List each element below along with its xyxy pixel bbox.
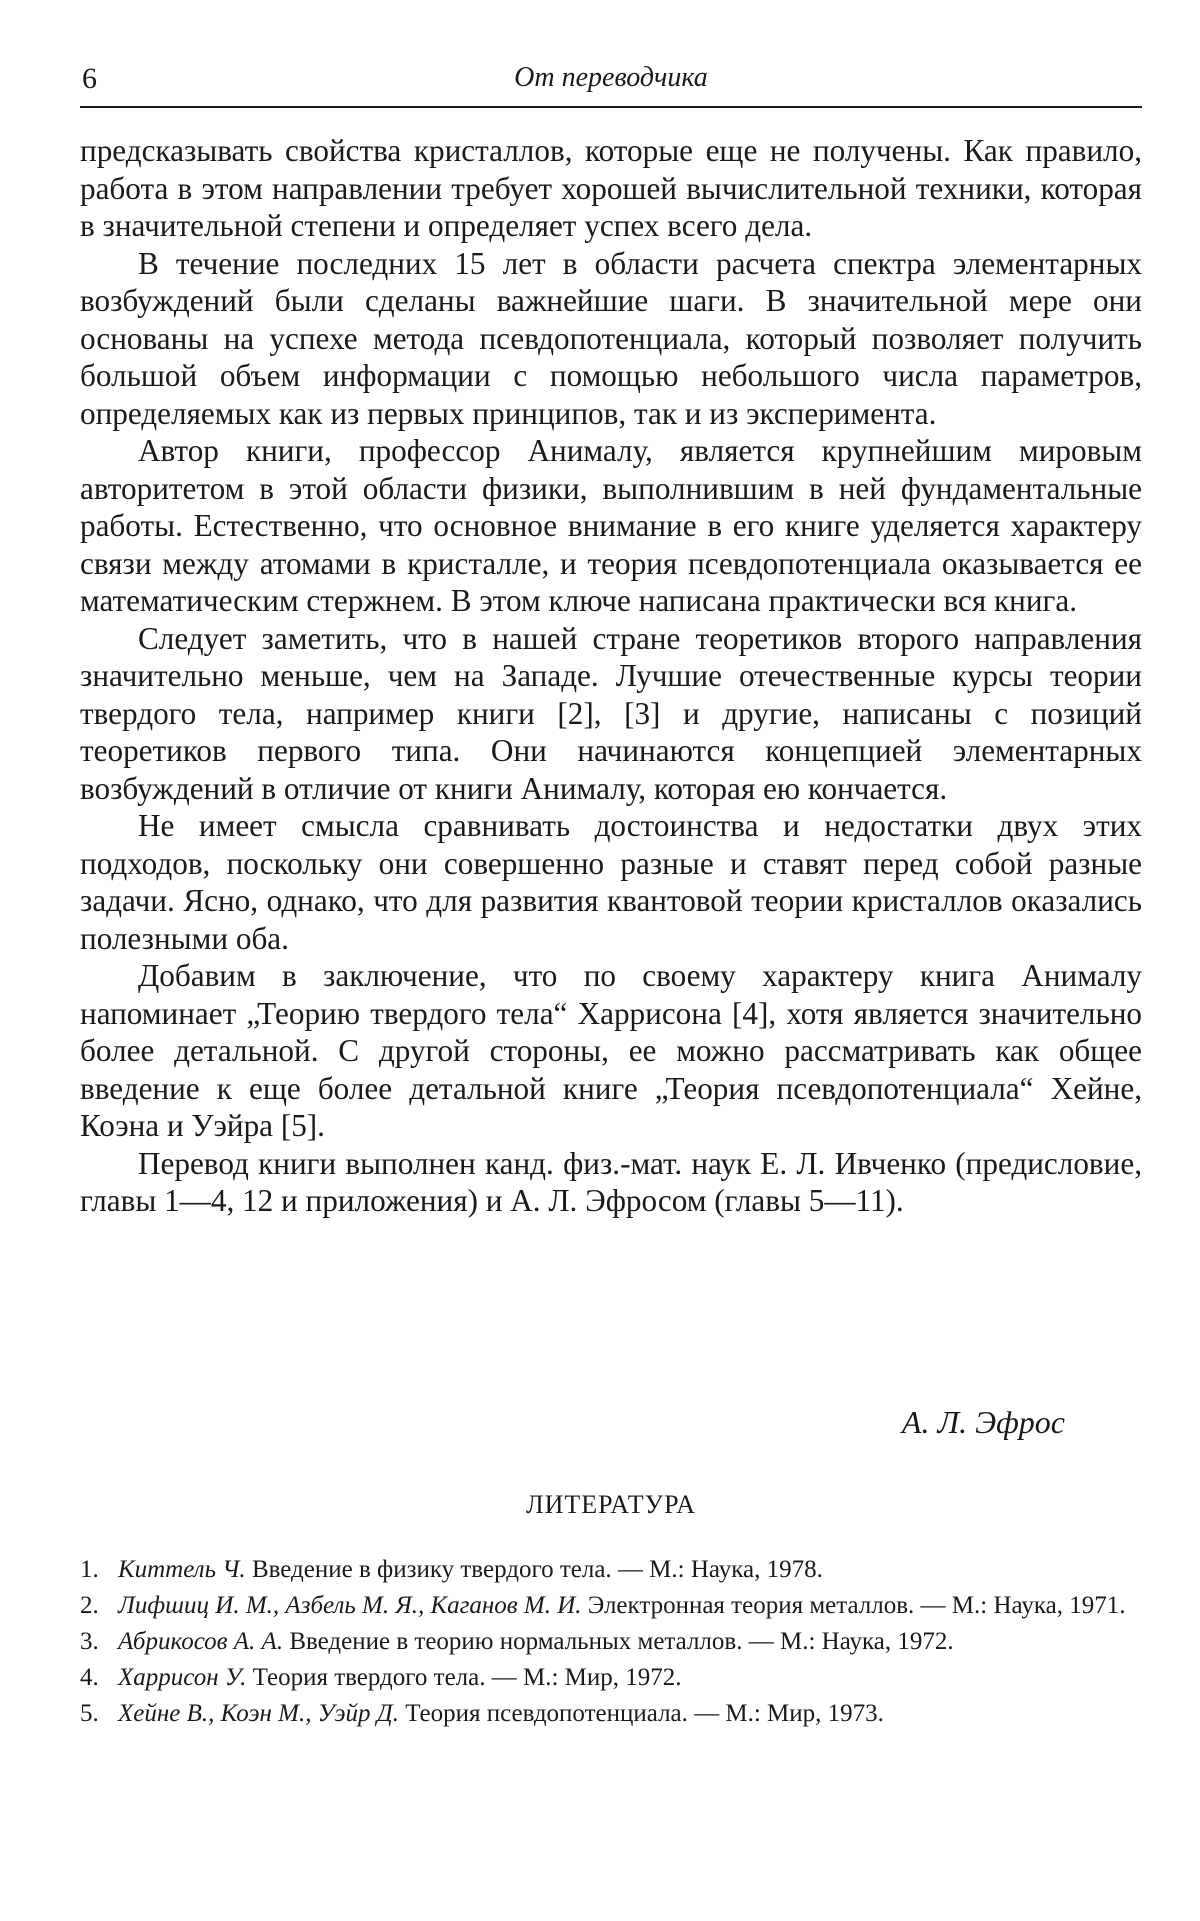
reference-number: 2. [80, 1591, 99, 1621]
reference-item [80, 1591, 1142, 1621]
reference-authors: Хейне В., Коэн М., Уэйр Д. [118, 1700, 399, 1727]
reference-authors: Киттель Ч. [118, 1556, 246, 1583]
page-number: 6 [82, 62, 97, 96]
reference-number: 1. [80, 1555, 99, 1585]
translator-signature: А. Л. Эфрос [80, 1404, 1065, 1441]
reference-number: 4. [80, 1663, 99, 1693]
paragraph: В течение последних 15 лет в области расчета спектра элементарных возбуждений были сделаны важнейшие шаги. В значительной мере они основаны на успехе метода псевдопотенциала, который позволяет получить большой объем информации с помощью небольшого числа параметров, определяемых как из первых принципов, так и из эксперимента. [80, 245, 1142, 433]
paragraph: Перевод книги выполнен канд. физ.-мат. наук Е. Л. Ивченко (предисловие, главы 1—4, 12 и приложения) и А. Л. Эфросом (главы 5—11). [80, 1145, 1142, 1220]
reference-title: Введение в физику твердого тела. — М.: Наука, 1978. [252, 1556, 823, 1583]
reference-item [80, 1663, 1142, 1693]
paragraph: предсказывать свойства кристаллов, которые еще не получены. Как правило, работа в этом направлении требует хорошей вычислительной техники, которая в значительной степени и определяет успех всего дела. [80, 132, 1142, 245]
reference-title: Теория твердого тела. — М.: Мир, 1972. [253, 1664, 682, 1691]
reference-authors: Лифшиц И. М., Азбель М. Я., Каганов М. И. [118, 1592, 582, 1619]
references-heading: ЛИТЕРАТУРА [80, 1490, 1142, 1520]
reference-title: Теория псевдопотенциала. — М.: Мир, 1973. [405, 1700, 884, 1727]
reference-title: Введение в теорию нормальных металлов. — М.: Наука, 1972. [289, 1628, 953, 1655]
running-title: От переводчика [80, 62, 1142, 94]
reference-number: 5. [80, 1699, 99, 1729]
reference-title: Электронная теория металлов. — М.: Наука, 1971. [588, 1592, 1126, 1619]
paragraph: Не имеет смысла сравнивать достоинства и недостатки двух этих подходов, поскольку они совершенно разные и ставят перед собой разные задачи. Ясно, однако, что для развития квантовой теории кристаллов оказались полезными оба. [80, 807, 1142, 957]
reference-item [80, 1627, 1142, 1657]
reference-number: 3. [80, 1627, 99, 1657]
body-text [80, 132, 1142, 1220]
running-head [80, 60, 1142, 108]
reference-authors: Абрикосов А. А. [118, 1628, 283, 1655]
reference-item [80, 1699, 1142, 1729]
paragraph: Следует заметить, что в нашей стране теоретиков второго направления значительно меньше, чем на Западе. Лучшие отечественные курсы теории твердого тела, например книги [2], [3] и другие, написаны с позиций теоретиков первого типа. Они начинаются концепцией элементарных возбуждений в отличие от книги Анималу, которая ею кончается. [80, 620, 1142, 808]
paragraph: Автор книги, профессор Анималу, является крупнейшим мировым авторитетом в этой области физики, выполнившим в ней фундаментальные работы. Естественно, что основное внимание в его книге уделяется характеру связи между атомами в кристалле, и теория псевдопотенциала оказывается ее математическим стержнем. В этом ключе написана практически вся книга. [80, 432, 1142, 620]
reference-authors: Харрисон У. [118, 1664, 246, 1691]
paragraph: Добавим в заключение, что по своему характеру книга Анималу напоминает „Теорию твердого тела“ Харрисона [4], хотя является значительно более детальной. С другой стороны, ее можно рассматривать как общее введение к еще более детальной книге „Теория псевдопотенциала“ Хейне, Коэна и Уэйра [5]. [80, 957, 1142, 1145]
reference-item [80, 1555, 1142, 1585]
book-page [0, 0, 1200, 1921]
references-list [80, 1555, 1142, 1735]
